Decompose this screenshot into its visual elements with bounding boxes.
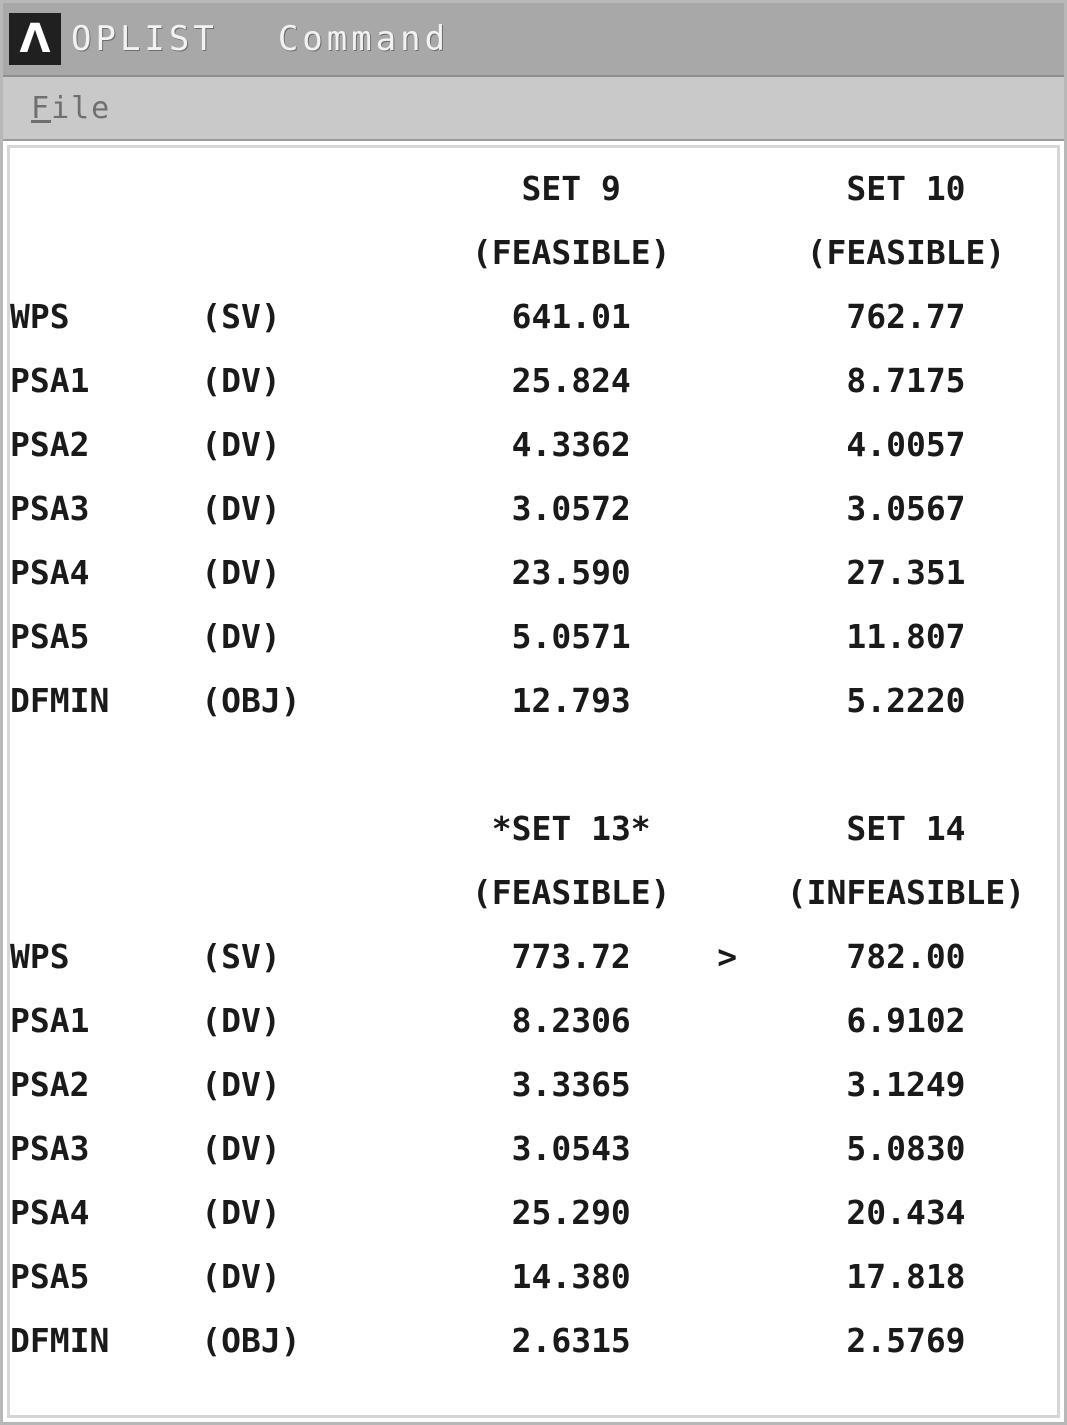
row-flag-2 [700, 476, 755, 540]
row-label: DFMIN [10, 1320, 110, 1360]
row-value-2: 27.351 [846, 552, 966, 592]
row-type: (DV) [201, 616, 281, 656]
row-flag-1 [388, 348, 443, 412]
spacer-cell [10, 796, 201, 860]
row-label: PSA2 [10, 424, 90, 464]
row-value-1: 23.590 [511, 552, 631, 592]
row-flag-2: > [717, 936, 738, 976]
row-value-2: 5.0830 [846, 1128, 966, 1168]
row-value-1: 8.2306 [511, 1000, 631, 1040]
result-table-block-1 [10, 156, 1057, 796]
row-value-2: 11.807 [846, 616, 966, 656]
row-flag-2 [700, 1052, 755, 1116]
result-table-block-2 [10, 796, 1057, 1372]
set-status-1: (FEASIBLE) [471, 872, 671, 912]
row-type: (DV) [201, 1256, 281, 1296]
set-header-1: SET 9 [521, 168, 621, 208]
block-separator [10, 732, 1057, 796]
app-logo-icon: Λ [9, 13, 61, 65]
row-value-2: 20.434 [846, 1192, 966, 1232]
row-flag-1 [388, 540, 443, 604]
row-label: PSA3 [10, 1128, 90, 1168]
spacer-cell [700, 220, 755, 284]
spacer-cell [10, 860, 201, 924]
table-row [10, 668, 1057, 732]
spacer-cell [201, 796, 387, 860]
spacer-cell [201, 860, 387, 924]
row-value-2: 3.0567 [846, 488, 966, 528]
spacer-cell [700, 860, 755, 924]
menu-bar [3, 77, 1064, 141]
row-value-1: 14.380 [511, 1256, 631, 1296]
row-flag-1 [388, 668, 443, 732]
row-flag-2 [700, 668, 755, 732]
row-value-2: 762.77 [846, 296, 966, 336]
set-header-2: SET 10 [846, 168, 966, 208]
row-type: (DV) [201, 1128, 281, 1168]
output-pane [7, 145, 1060, 1418]
row-flag-2 [700, 1116, 755, 1180]
row-label: DFMIN [10, 680, 110, 720]
menu-item-file[interactable] [31, 91, 111, 126]
row-value-2: 17.818 [846, 1256, 966, 1296]
table-row [10, 540, 1057, 604]
row-type: (OBJ) [201, 1320, 301, 1360]
row-flag-2 [700, 604, 755, 668]
row-flag-1 [388, 284, 443, 348]
row-flag-1 [388, 988, 443, 1052]
row-label: PSA1 [10, 360, 90, 400]
row-value-2: 4.0057 [846, 424, 966, 464]
row-flag-2 [700, 540, 755, 604]
row-flag-2 [700, 1180, 755, 1244]
row-label: PSA2 [10, 1064, 90, 1104]
menu-item-file-mnemonic: F [31, 90, 52, 126]
spacer-cell [201, 220, 387, 284]
row-flag-2 [700, 348, 755, 412]
row-value-2: 8.7175 [846, 360, 966, 400]
row-label: PSA1 [10, 1000, 90, 1040]
row-value-1: 12.793 [511, 680, 631, 720]
row-value-2: 3.1249 [846, 1064, 966, 1104]
row-flag-1 [388, 604, 443, 668]
spacer-cell [201, 156, 387, 220]
table-row [10, 604, 1057, 668]
row-flag-1 [388, 412, 443, 476]
row-flag-1 [388, 1116, 443, 1180]
spacer-cell [10, 156, 201, 220]
table-status-row [10, 860, 1057, 924]
row-value-2: 782.00 [846, 936, 966, 976]
spacer-cell [10, 220, 201, 284]
row-flag-1 [388, 476, 443, 540]
table-row [10, 412, 1057, 476]
row-value-1: 25.824 [511, 360, 631, 400]
table-row [10, 988, 1057, 1052]
spacer-cell [388, 796, 443, 860]
row-flag-2 [700, 1308, 755, 1372]
window-title: OPLIST [71, 19, 218, 59]
row-type: (SV) [201, 936, 281, 976]
row-label: PSA5 [10, 616, 90, 656]
table-row [10, 1116, 1057, 1180]
spacer-cell [388, 220, 443, 284]
row-value-1: 25.290 [511, 1192, 631, 1232]
row-value-1: 5.0571 [511, 616, 631, 656]
row-value-1: 641.01 [511, 296, 631, 336]
set-status-2: (INFEASIBLE) [786, 872, 1026, 912]
row-flag-1 [388, 1180, 443, 1244]
row-label: PSA3 [10, 488, 90, 528]
spacer-cell [700, 156, 755, 220]
row-flag-2 [700, 412, 755, 476]
table-header-row [10, 796, 1057, 860]
table-row [10, 1052, 1057, 1116]
row-label: WPS [10, 936, 70, 976]
table-row [10, 924, 1057, 988]
row-type: (DV) [201, 1064, 281, 1104]
table-row [10, 284, 1057, 348]
row-flag-1 [388, 1052, 443, 1116]
table-row [10, 1308, 1057, 1372]
set-header-2: SET 14 [846, 808, 966, 848]
spacer-cell [700, 796, 755, 860]
row-type: (DV) [201, 1192, 281, 1232]
set-header-1: *SET 13* [491, 808, 651, 848]
spacer-cell [388, 860, 443, 924]
title-bar [3, 3, 1064, 77]
row-label: WPS [10, 296, 70, 336]
row-type: (SV) [201, 296, 281, 336]
row-flag-1 [388, 1308, 443, 1372]
row-value-1: 4.3362 [511, 424, 631, 464]
row-value-1: 3.0572 [511, 488, 631, 528]
row-value-2: 5.2220 [846, 680, 966, 720]
window-subtitle: Command [277, 19, 450, 59]
row-label: PSA4 [10, 1192, 90, 1232]
row-type: (DV) [201, 552, 281, 592]
row-type: (DV) [201, 424, 281, 464]
row-flag-1 [388, 1244, 443, 1308]
row-flag-2 [700, 988, 755, 1052]
row-type: (DV) [201, 488, 281, 528]
row-value-2: 6.9102 [846, 1000, 966, 1040]
set-status-1: (FEASIBLE) [471, 232, 671, 272]
spacer-cell [388, 156, 443, 220]
menu-item-file-rest: ile [51, 90, 112, 126]
table-status-row [10, 220, 1057, 284]
row-value-1: 773.72 [511, 936, 631, 976]
row-value-1: 3.0543 [511, 1128, 631, 1168]
row-value-2: 2.5769 [846, 1320, 966, 1360]
table-row [10, 1244, 1057, 1308]
set-status-2: (FEASIBLE) [806, 232, 1006, 272]
table-row [10, 476, 1057, 540]
row-flag-2 [700, 284, 755, 348]
row-type: (OBJ) [201, 680, 301, 720]
row-label: PSA5 [10, 1256, 90, 1296]
row-label: PSA4 [10, 552, 90, 592]
table-row [10, 1180, 1057, 1244]
table-header-row [10, 156, 1057, 220]
table-row [10, 348, 1057, 412]
row-flag-2 [700, 1244, 755, 1308]
row-type: (DV) [201, 360, 281, 400]
row-flag-1 [388, 924, 443, 988]
row-type: (DV) [201, 1000, 281, 1040]
row-value-1: 3.3365 [511, 1064, 631, 1104]
row-value-1: 2.6315 [511, 1320, 631, 1360]
